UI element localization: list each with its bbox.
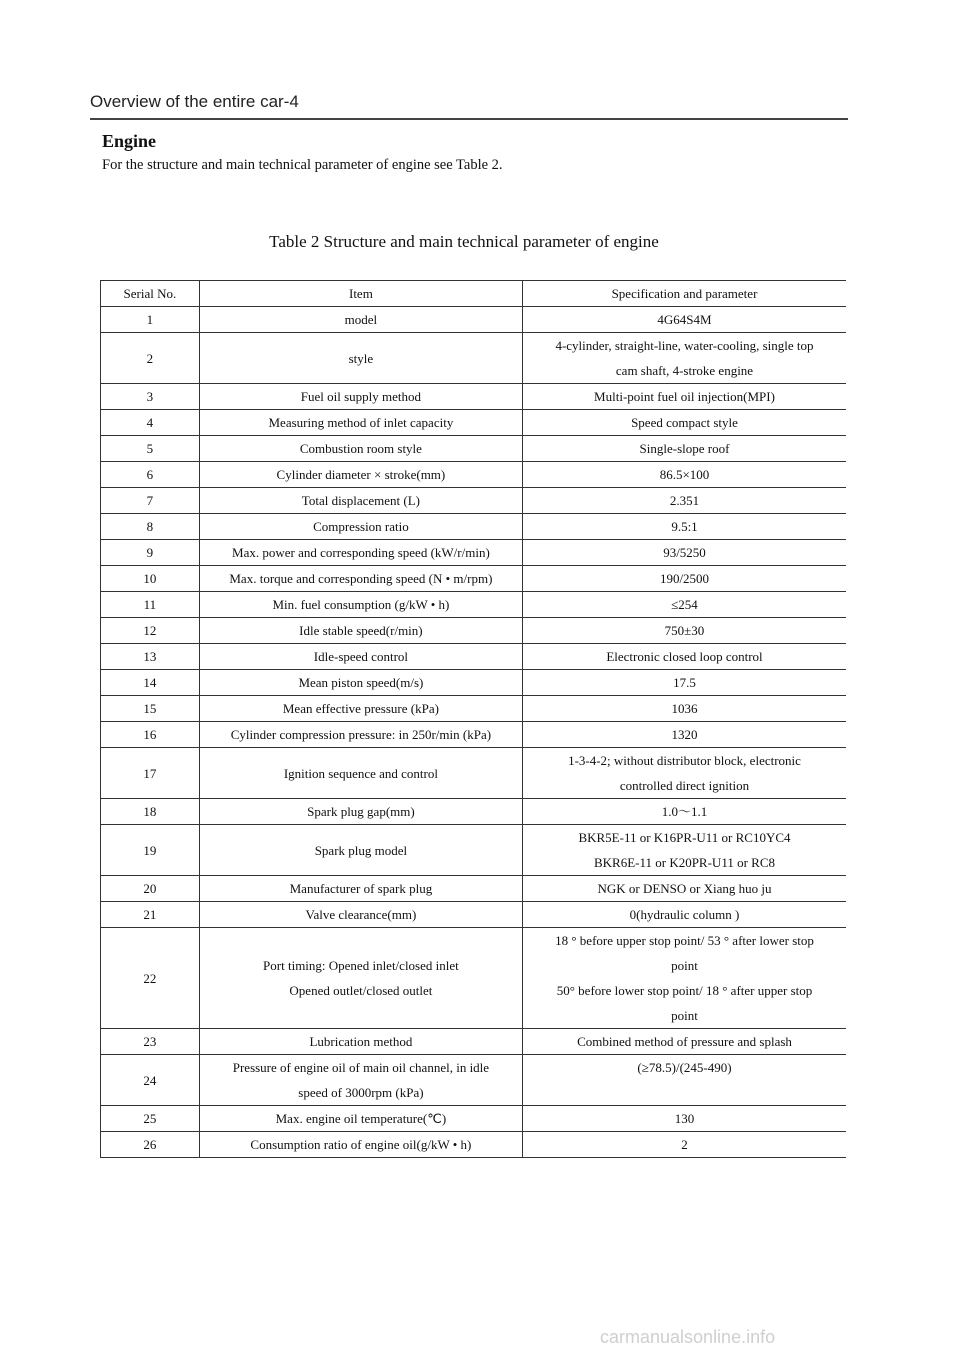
cell-spec — [523, 876, 847, 902]
cell-serial-no: 3 — [101, 384, 200, 410]
table-row — [101, 462, 847, 488]
table-row — [101, 644, 847, 670]
table-row — [101, 436, 847, 462]
table-row — [101, 1029, 847, 1055]
cell-serial-no: 10 — [101, 566, 200, 592]
cell-item — [199, 566, 522, 592]
cell-spec — [523, 825, 847, 876]
spec-line: 4-cylinder, straight-line, water-cooling, single top — [555, 338, 814, 353]
cell-spec — [523, 670, 847, 696]
cell-spec — [523, 592, 847, 618]
spec-line: 1036 — [671, 701, 698, 716]
table-row — [101, 670, 847, 696]
cell-serial-no: 11 — [101, 592, 200, 618]
item-line: Spark plug gap(mm) — [307, 804, 415, 819]
cell-spec — [523, 748, 847, 799]
spec-line: 1-3-4-2; without distributor block, electronic — [568, 753, 801, 768]
table-row — [101, 876, 847, 902]
cell-serial-no: 6 — [101, 462, 200, 488]
cell-serial-no: 4 — [101, 410, 200, 436]
cell-spec — [523, 1106, 847, 1132]
cell-item — [199, 928, 522, 1029]
spec-line: 1.0～1.1 — [661, 804, 708, 819]
item-line: Ignition sequence and control — [283, 765, 438, 781]
table-row — [101, 928, 847, 1029]
cell-spec — [523, 566, 847, 592]
spec-line: 190/2500 — [659, 571, 710, 586]
item-line: Mean piston speed(m/s) — [298, 675, 424, 690]
cell-serial-no: 20 — [101, 876, 200, 902]
table-row — [101, 592, 847, 618]
item-line: Max. engine oil temperature(℃) — [275, 1111, 447, 1126]
cell-serial-no: 17 — [101, 748, 200, 799]
item-line: style — [348, 350, 374, 366]
item-line: Cylinder diameter × stroke(mm) — [276, 467, 446, 482]
spec-line: 4G64S4M — [657, 312, 712, 327]
cell-item — [199, 748, 522, 799]
cell-item — [199, 1106, 522, 1132]
item-line: model — [344, 312, 378, 327]
cell-spec — [523, 540, 847, 566]
cell-serial-no: 16 — [101, 722, 200, 748]
spec-line: 1320 — [671, 727, 698, 742]
section-title: Engine — [102, 131, 157, 151]
table-row — [101, 722, 847, 748]
item-line: Spark plug model — [314, 842, 408, 858]
item-line: Fuel oil supply method — [300, 389, 422, 404]
spec-line: Combined method of pressure and splash — [577, 1034, 792, 1049]
item-line: Consumption ratio of engine oil(g/kW • h) — [250, 1137, 472, 1152]
cell-item — [199, 670, 522, 696]
spec-line: 2.351 — [669, 493, 700, 508]
spec-line: 86.5×100 — [659, 467, 710, 482]
table-body — [101, 307, 847, 1158]
table-row — [101, 696, 847, 722]
cell-item — [199, 540, 522, 566]
cell-item — [199, 618, 522, 644]
spec-line: point — [671, 958, 698, 973]
cell-spec — [523, 799, 847, 825]
table-row — [101, 799, 847, 825]
item-line: Mean effective pressure (kPa) — [282, 701, 439, 716]
cell-serial-no: 24 — [101, 1055, 200, 1106]
cell-serial-no: 5 — [101, 436, 200, 462]
cell-serial-no: 21 — [101, 902, 200, 928]
spec-line: 750±30 — [664, 623, 705, 638]
header-serial-no: Serial No. — [101, 281, 200, 307]
item-line: speed of 3000rpm (kPa) — [298, 1085, 424, 1100]
cell-item — [199, 514, 522, 540]
intro-text: For the structure and main technical parameter of engine see Table 2. — [102, 157, 503, 173]
table-header-row — [101, 281, 847, 307]
cell-item — [199, 799, 522, 825]
table-row — [101, 825, 847, 876]
spec-line: ≤254 — [671, 597, 698, 612]
item-line: Max. torque and corresponding speed (N • m/rpm) — [229, 571, 493, 586]
cell-spec — [523, 1132, 847, 1158]
spec-line: 0(hydraulic column ) — [629, 907, 740, 922]
spec-line: Single-slope roof — [639, 441, 730, 456]
spec-line: 9.5:1 — [671, 519, 698, 534]
spec-line: BKR5E-11 or K16PR-U11 or RC10YC4 — [578, 830, 791, 845]
cell-item — [199, 488, 522, 514]
table-row — [101, 540, 847, 566]
table-row — [101, 410, 847, 436]
cell-item — [199, 825, 522, 876]
cell-spec — [523, 307, 847, 333]
spec-line: Electronic closed loop control — [606, 649, 763, 664]
spec-line: 18 ° before upper stop point/ 53 ° after lower stop — [555, 933, 814, 948]
cell-spec — [523, 462, 847, 488]
cell-item — [199, 462, 522, 488]
cell-serial-no: 12 — [101, 618, 200, 644]
cell-item — [199, 644, 522, 670]
cell-serial-no: 22 — [101, 928, 200, 1029]
cell-item — [199, 902, 522, 928]
table-row — [101, 1132, 847, 1158]
item-line: Min. fuel consumption (g/kW • h) — [272, 597, 450, 612]
cell-spec — [523, 722, 847, 748]
table-caption: Table 2 Structure and main technical parameter of engine — [269, 232, 659, 251]
watermark: carmanualsonline.info — [600, 1327, 776, 1347]
cell-spec — [523, 410, 847, 436]
spec-line: 17.5 — [673, 675, 696, 690]
spec-line: 2 — [681, 1137, 688, 1152]
cell-serial-no: 15 — [101, 696, 200, 722]
header-item: Item — [199, 281, 522, 307]
item-line: Idle stable speed(r/min) — [299, 623, 423, 638]
item-line: Lubrication method — [309, 1034, 413, 1049]
header-spec: Specification and parameter — [523, 281, 847, 307]
cell-item — [199, 876, 522, 902]
cell-serial-no: 26 — [101, 1132, 200, 1158]
item-line: Manufacturer of spark plug — [289, 881, 433, 896]
item-line: Compression ratio — [313, 519, 409, 534]
page-header — [90, 92, 848, 120]
cell-item — [199, 592, 522, 618]
item-line: Port timing: Opened inlet/closed inlet — [263, 958, 459, 973]
cell-spec — [523, 1055, 847, 1106]
item-line: Opened outlet/closed outlet — [289, 983, 433, 998]
table-row — [101, 618, 847, 644]
cell-serial-no: 18 — [101, 799, 200, 825]
page-header-title: Overview of the entire car-4 — [90, 92, 299, 111]
table-row — [101, 488, 847, 514]
cell-spec — [523, 902, 847, 928]
cell-serial-no: 19 — [101, 825, 200, 876]
table-row — [101, 333, 847, 384]
cell-item — [199, 384, 522, 410]
cell-item — [199, 436, 522, 462]
spec-line: Multi-point fuel oil injection(MPI) — [594, 389, 775, 404]
cell-spec — [523, 436, 847, 462]
cell-spec — [523, 618, 847, 644]
cell-serial-no: 23 — [101, 1029, 200, 1055]
cell-spec — [523, 928, 847, 1029]
table-row — [101, 902, 847, 928]
cell-spec — [523, 696, 847, 722]
cell-item — [199, 333, 522, 384]
cell-serial-no: 8 — [101, 514, 200, 540]
item-line: Idle-speed control — [313, 649, 409, 664]
spec-line: (≥78.5)/(245-490) — [637, 1060, 732, 1075]
cell-spec — [523, 384, 847, 410]
cell-serial-no: 14 — [101, 670, 200, 696]
table-row — [101, 1106, 847, 1132]
spec-line: BKR6E-11 or K20PR-U11 or RC8 — [593, 855, 776, 870]
item-line: Cylinder compression pressure: in 250r/min (kPa) — [230, 727, 492, 742]
cell-item — [199, 1132, 522, 1158]
cell-serial-no: 13 — [101, 644, 200, 670]
item-line: Max. power and corresponding speed (kW/r/min) — [232, 545, 490, 560]
cell-serial-no: 25 — [101, 1106, 200, 1132]
item-line: Total displacement (L) — [301, 493, 421, 508]
spec-line: Speed compact style — [631, 415, 738, 430]
cell-serial-no: 2 — [101, 333, 200, 384]
item-line: Pressure of engine oil of main oil channel, in idle — [232, 1060, 490, 1075]
table-row — [101, 566, 847, 592]
spec-line: 93/5250 — [663, 545, 706, 560]
spec-line: cam shaft, 4-stroke engine — [615, 363, 754, 378]
spec-table — [100, 280, 846, 1158]
item-line: Valve clearance(mm) — [305, 907, 417, 922]
cell-spec — [523, 644, 847, 670]
spec-line: point — [671, 1008, 698, 1023]
table-row — [101, 307, 847, 333]
spec-line: NGK or DENSO or Xiang huo ju — [597, 881, 772, 896]
cell-item — [199, 1029, 522, 1055]
cell-item — [199, 1055, 522, 1106]
item-line: Combustion room style — [299, 441, 422, 456]
cell-serial-no: 9 — [101, 540, 200, 566]
item-line: Measuring method of inlet capacity — [268, 415, 454, 430]
table-row — [101, 384, 847, 410]
cell-item — [199, 410, 522, 436]
cell-item — [199, 696, 522, 722]
cell-spec — [523, 514, 847, 540]
spec-line: 130 — [674, 1111, 695, 1126]
spec-line: controlled direct ignition — [619, 778, 750, 793]
spec-line: 50° before lower stop point/ 18 ° after upper stop — [556, 983, 813, 998]
table-row — [101, 514, 847, 540]
cell-serial-no: 7 — [101, 488, 200, 514]
cell-item — [199, 307, 522, 333]
cell-spec — [523, 488, 847, 514]
cell-spec — [523, 1029, 847, 1055]
cell-serial-no: 1 — [101, 307, 200, 333]
cell-spec — [523, 333, 847, 384]
table-row — [101, 748, 847, 799]
cell-item — [199, 722, 522, 748]
table-row — [101, 1055, 847, 1106]
